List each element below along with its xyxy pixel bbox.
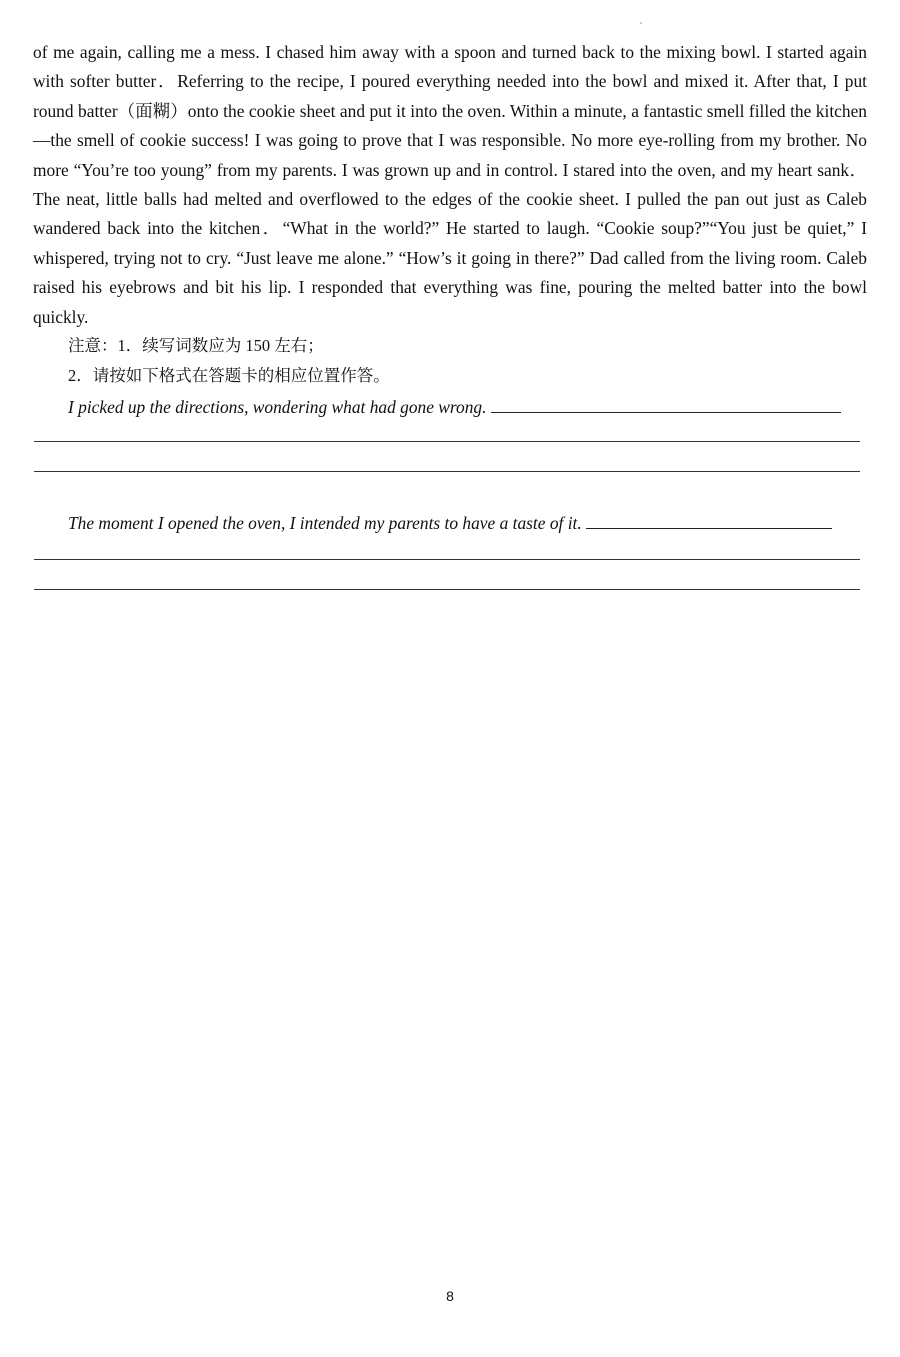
story-passage: of me again, calling me a mess. I chased him away with a spoon and turned back to the mixing bowl. I started again with softer butter．Referring to the recipe, I poured everything needed into the bowl and mixed it. After that, I put round batter（面糊）onto the cookie sheet and put it into the oven. Within a minute, a fantastic smell filled the kitchen—the smell of cookie success! I was going to prove that I was responsible. No more eye-rolling from my brother. No more “You’re too young” from my parents. I was grown up and in control. I stared into the oven, and my heart sank．The neat, little balls had melted and overflowed to the edges of the cookie sheet. I pulled the pan out just as Caleb wandered back into the kitchen．“What in the world?” He started to laugh. “Cookie soup?”“You just be quiet,” I whispered, trying not to cry. “Just leave me alone.” “How’s it going in there?” Dad called from the living room. Caleb raised his eyebrows and bit his lip. I responded that everything was fine, pouring the melted batter into the bowl quickly. bbox=[33, 42, 867, 327]
answer-line[interactable] bbox=[34, 559, 860, 560]
prompt-2-text: The moment I opened the oven, I intended my parents to have a taste of it. bbox=[68, 513, 582, 533]
instruction-note-2: 2．请按如下格式在答题卡的相应位置作答。 bbox=[68, 366, 390, 385]
answer-line[interactable] bbox=[34, 471, 860, 472]
prompt-2-blank[interactable] bbox=[586, 512, 832, 529]
speck-mark bbox=[640, 22, 642, 24]
continuation-prompt-1 bbox=[68, 396, 841, 418]
prompt-1-text: I picked up the directions, wondering what had gone wrong. bbox=[68, 397, 487, 417]
prompt-1-blank[interactable] bbox=[491, 396, 841, 413]
instruction-note-1: 注意：1．续写词数应为 150 左右； bbox=[68, 336, 324, 355]
answer-line[interactable] bbox=[34, 589, 860, 590]
continuation-prompt-2 bbox=[68, 512, 832, 534]
answer-line[interactable] bbox=[34, 441, 860, 442]
page-number: 8 bbox=[446, 1288, 454, 1304]
